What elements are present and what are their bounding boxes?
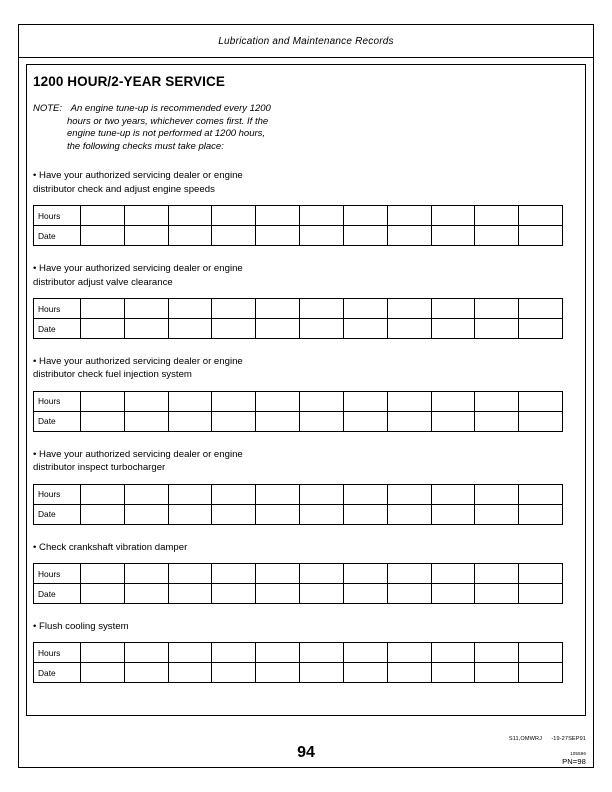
entry-cell[interactable]	[475, 206, 519, 226]
entry-cell[interactable]	[256, 226, 300, 246]
entry-cell[interactable]	[343, 299, 387, 319]
entry-cell[interactable]	[168, 484, 212, 504]
record-table[interactable]	[33, 563, 563, 604]
entry-cell[interactable]	[300, 391, 344, 411]
entry-cell[interactable]	[300, 484, 344, 504]
entry-cell[interactable]	[300, 411, 344, 431]
section-content	[33, 70, 579, 683]
row-label: Hours	[34, 643, 81, 663]
entry-cell[interactable]	[475, 584, 519, 604]
entry-cell[interactable]	[212, 411, 256, 431]
table-row[interactable]	[34, 226, 563, 246]
entry-cell[interactable]	[519, 411, 563, 431]
entry-cell[interactable]	[124, 504, 168, 524]
entry-cell[interactable]	[300, 584, 344, 604]
entry-cell[interactable]	[81, 564, 125, 584]
entry-cell[interactable]	[387, 564, 431, 584]
entry-cell[interactable]	[300, 643, 344, 663]
entry-cell[interactable]	[343, 484, 387, 504]
task-line: • Have your authorized servicing dealer or engine	[33, 170, 243, 182]
entry-cell[interactable]	[256, 504, 300, 524]
entry-cell[interactable]	[519, 564, 563, 584]
section-title: 1200 HOUR/2-YEAR SERVICE	[33, 74, 225, 89]
row-label: Date	[34, 319, 81, 339]
note-line-2: hours or two years, whichever comes first. If the	[67, 115, 269, 127]
note-line-4: the following checks must take place:	[67, 140, 224, 152]
entry-cell[interactable]	[168, 319, 212, 339]
entry-cell[interactable]	[81, 504, 125, 524]
task-description	[33, 262, 333, 289]
entry-cell[interactable]	[81, 319, 125, 339]
task-description	[33, 620, 333, 633]
entry-cell[interactable]	[300, 564, 344, 584]
entry-cell[interactable]	[124, 226, 168, 246]
note-label: NOTE:	[33, 103, 63, 114]
entry-cell[interactable]	[212, 643, 256, 663]
small-code: 105596	[570, 751, 586, 756]
entry-cell[interactable]	[343, 584, 387, 604]
entry-cell[interactable]	[343, 319, 387, 339]
entry-cell[interactable]	[81, 226, 125, 246]
entry-cell[interactable]	[343, 411, 387, 431]
entry-cell[interactable]	[387, 206, 431, 226]
entry-cell[interactable]	[431, 299, 475, 319]
task-description	[33, 448, 333, 475]
entry-cell[interactable]	[475, 319, 519, 339]
entry-cell[interactable]	[81, 584, 125, 604]
entry-cell[interactable]	[475, 299, 519, 319]
entry-cell[interactable]	[256, 564, 300, 584]
entry-cell[interactable]	[212, 391, 256, 411]
entry-cell[interactable]	[300, 663, 344, 683]
entry-cell[interactable]	[168, 299, 212, 319]
entry-cell[interactable]	[519, 504, 563, 524]
entry-cell[interactable]	[81, 484, 125, 504]
entry-cell[interactable]	[81, 663, 125, 683]
entry-cell[interactable]	[300, 319, 344, 339]
entry-cell[interactable]	[212, 564, 256, 584]
entry-cell[interactable]	[387, 299, 431, 319]
entry-cell[interactable]	[519, 584, 563, 604]
record-table[interactable]	[33, 642, 563, 683]
entry-cell[interactable]	[124, 584, 168, 604]
entry-cell[interactable]	[124, 663, 168, 683]
entry-cell[interactable]	[212, 206, 256, 226]
entry-cell[interactable]	[475, 226, 519, 246]
table-row[interactable]	[34, 504, 563, 524]
table-row[interactable]	[34, 391, 563, 411]
entry-cell[interactable]	[124, 564, 168, 584]
entry-cell[interactable]	[343, 206, 387, 226]
entry-cell[interactable]	[431, 319, 475, 339]
entry-cell[interactable]	[212, 663, 256, 683]
table-row[interactable]	[34, 584, 563, 604]
task-line: • Have your authorized servicing dealer or engine	[33, 448, 243, 460]
entry-cell[interactable]	[431, 391, 475, 411]
entry-cell[interactable]	[387, 584, 431, 604]
row-label: Hours	[34, 484, 81, 504]
entry-cell[interactable]	[431, 564, 475, 584]
entry-cell[interactable]	[168, 504, 212, 524]
record-table[interactable]	[33, 484, 563, 525]
task-line: • Flush cooling system	[33, 621, 129, 633]
entry-cell[interactable]	[212, 484, 256, 504]
entry-cell[interactable]	[124, 206, 168, 226]
row-label: Hours	[34, 206, 81, 226]
entry-cell[interactable]	[343, 663, 387, 683]
entry-cell[interactable]	[124, 391, 168, 411]
pn-code: PN=98	[562, 757, 586, 766]
entry-cell[interactable]	[212, 504, 256, 524]
entry-cell[interactable]	[387, 391, 431, 411]
entry-cell[interactable]	[124, 411, 168, 431]
entry-cell[interactable]	[387, 226, 431, 246]
table-row[interactable]	[34, 484, 563, 504]
entry-cell[interactable]	[387, 643, 431, 663]
entry-cell[interactable]	[256, 299, 300, 319]
entry-cell[interactable]	[519, 391, 563, 411]
entry-cell[interactable]	[212, 319, 256, 339]
task-line: distributor check and adjust engine speeds	[33, 183, 215, 195]
note-line-1: An engine tune-up is recommended every 1200	[70, 103, 271, 114]
service-note	[33, 103, 333, 153]
row-label: Date	[34, 411, 81, 431]
entry-cell[interactable]	[343, 564, 387, 584]
entry-cell[interactable]	[475, 564, 519, 584]
entry-cell[interactable]	[475, 504, 519, 524]
entry-cell[interactable]	[124, 319, 168, 339]
entry-cell[interactable]	[256, 484, 300, 504]
row-label: Hours	[34, 564, 81, 584]
task-line: • Check crankshaft vibration damper	[33, 541, 188, 553]
entry-cell[interactable]	[124, 299, 168, 319]
entry-cell[interactable]	[519, 643, 563, 663]
entry-cell[interactable]	[519, 484, 563, 504]
table-row[interactable]	[34, 206, 563, 226]
entry-cell[interactable]	[519, 299, 563, 319]
entry-cell[interactable]	[168, 584, 212, 604]
task-description	[33, 541, 333, 554]
entry-cell[interactable]	[431, 504, 475, 524]
row-label: Hours	[34, 391, 81, 411]
entry-cell[interactable]	[256, 584, 300, 604]
entry-cell[interactable]	[475, 411, 519, 431]
entry-cell[interactable]	[475, 663, 519, 683]
entry-cell[interactable]	[168, 643, 212, 663]
header-divider	[19, 57, 593, 58]
table-row[interactable]	[34, 663, 563, 683]
entry-cell[interactable]	[168, 226, 212, 246]
table-row[interactable]	[34, 299, 563, 319]
row-label: Date	[34, 584, 81, 604]
entry-cell[interactable]	[475, 643, 519, 663]
running-header: Lubrication and Maintenance Records	[218, 36, 394, 47]
entry-cell[interactable]	[168, 411, 212, 431]
entry-cell[interactable]	[387, 663, 431, 683]
task-description	[33, 169, 333, 196]
entry-cell[interactable]	[300, 299, 344, 319]
row-label: Date	[34, 663, 81, 683]
entry-cell[interactable]	[168, 663, 212, 683]
record-table[interactable]	[33, 298, 563, 339]
table-row[interactable]	[34, 643, 563, 663]
record-table[interactable]	[33, 205, 563, 246]
entry-cell[interactable]	[431, 663, 475, 683]
entry-cell[interactable]	[256, 319, 300, 339]
entry-cell[interactable]	[387, 484, 431, 504]
entry-cell[interactable]	[256, 391, 300, 411]
task-line: distributor inspect turbocharger	[33, 462, 166, 474]
entry-cell[interactable]	[81, 411, 125, 431]
page-number: 94	[297, 744, 315, 761]
row-label: Date	[34, 226, 81, 246]
entry-cell[interactable]	[431, 584, 475, 604]
entry-cell[interactable]	[519, 319, 563, 339]
entry-cell[interactable]	[431, 206, 475, 226]
entry-cell[interactable]	[343, 504, 387, 524]
task-line: • Have your authorized servicing dealer or engine	[33, 356, 243, 367]
entry-cell[interactable]	[81, 643, 125, 663]
entry-cell[interactable]	[475, 484, 519, 504]
entry-cell[interactable]	[124, 643, 168, 663]
entry-cell[interactable]	[475, 391, 519, 411]
table-row[interactable]	[34, 564, 563, 584]
entry-cell[interactable]	[256, 663, 300, 683]
entry-cell[interactable]	[387, 411, 431, 431]
entry-cell[interactable]	[519, 206, 563, 226]
entry-cell[interactable]	[124, 484, 168, 504]
entry-cell[interactable]	[300, 504, 344, 524]
entry-cell[interactable]	[212, 584, 256, 604]
entry-cell[interactable]	[343, 391, 387, 411]
task-line: distributor adjust valve clearance	[33, 276, 173, 288]
record-table[interactable]	[33, 391, 563, 432]
task-line: distributor check fuel injection system	[33, 369, 192, 381]
entry-cell[interactable]	[431, 484, 475, 504]
entry-cell[interactable]	[519, 226, 563, 246]
doc-code: S11,OMWRJ	[508, 736, 542, 742]
entry-cell[interactable]	[81, 299, 125, 319]
entry-cell[interactable]	[168, 206, 212, 226]
table-row[interactable]	[34, 411, 563, 431]
entry-cell[interactable]	[387, 504, 431, 524]
entry-cell[interactable]	[256, 643, 300, 663]
entry-cell[interactable]	[81, 206, 125, 226]
entry-cell[interactable]	[300, 206, 344, 226]
entry-cell[interactable]	[168, 391, 212, 411]
entry-cell[interactable]	[387, 319, 431, 339]
entry-cell[interactable]	[343, 643, 387, 663]
entry-cell[interactable]	[300, 226, 344, 246]
table-row[interactable]	[34, 319, 563, 339]
note-line-3: engine tune-up is not performed at 1200 hours,	[67, 128, 266, 140]
entry-cell[interactable]	[256, 206, 300, 226]
doc-revision: -19-27SEP91	[551, 736, 586, 742]
entry-cell[interactable]	[212, 299, 256, 319]
row-label: Hours	[34, 299, 81, 319]
task-line: • Have your authorized servicing dealer or engine	[33, 263, 243, 275]
entry-cell[interactable]	[431, 226, 475, 246]
entry-cell[interactable]	[431, 411, 475, 431]
entry-cell[interactable]	[168, 564, 212, 584]
entry-cell[interactable]	[212, 226, 256, 246]
entry-cell[interactable]	[431, 643, 475, 663]
entry-cell[interactable]	[81, 391, 125, 411]
row-label: Date	[34, 504, 81, 524]
entry-cell[interactable]	[343, 226, 387, 246]
entry-cell[interactable]	[519, 663, 563, 683]
task-description	[33, 355, 333, 382]
entry-cell[interactable]	[256, 411, 300, 431]
